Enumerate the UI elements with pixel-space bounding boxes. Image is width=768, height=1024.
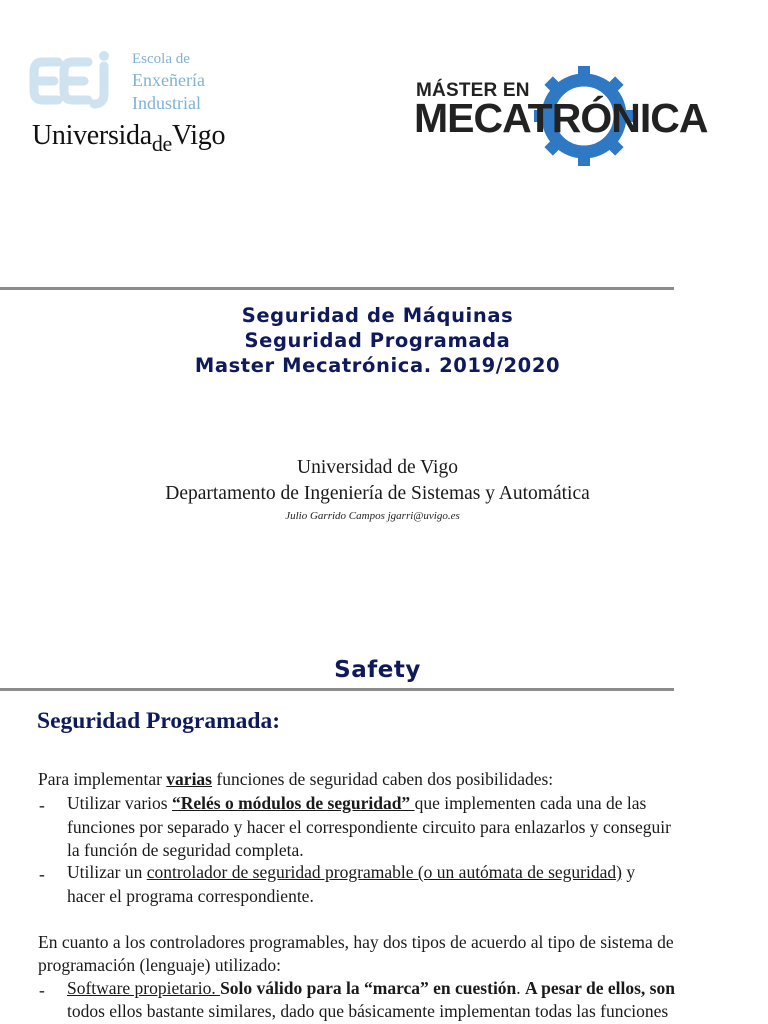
bullet-2-line-1: Utilizar un controlador de seguridad programable (o un autómata de seguridad) y bbox=[67, 862, 636, 882]
department-name: Departamento de Ingeniería de Sistemas y Automática bbox=[165, 483, 590, 504]
bullet-3-line-1: Software propietario. Solo válido para la “marca” en cuestión. A pesar de ellos, son bbox=[67, 978, 675, 998]
bullet-3-line-2: todos ellos bastante similares, dado que básicamente implementan todas las funciones bbox=[67, 1001, 669, 1021]
eei-school-line1: Escola de bbox=[132, 51, 190, 67]
section-title: Seguridad Programada: bbox=[37, 708, 281, 734]
bullet-1-line-2: funciones por separado y hacer el correspondiente circuito para enlazarlos y conseguir bbox=[67, 817, 671, 837]
title-line-1: Seguridad de Máquinas bbox=[241, 304, 514, 327]
bullet-1-line-1: Utilizar varios “Relés o módulos de seguridad” que implementen cada una de las bbox=[67, 793, 647, 813]
eei-school-line3: Industrial bbox=[132, 93, 201, 113]
master-mecatronica-logo bbox=[414, 62, 708, 166]
master-logo-line2: MECATRÓNICA bbox=[414, 95, 708, 141]
university-name: Universidad de Vigo bbox=[297, 457, 458, 478]
paragraph-2-line-1: En cuanto a los controladores programables, hay dos tipos de acuerdo al tipo de sistema de bbox=[38, 932, 674, 952]
eei-school-line2: Enxeñería bbox=[132, 70, 205, 90]
bullet-dash: - bbox=[39, 864, 45, 884]
master-logo-line1: MÁSTER EN bbox=[416, 80, 530, 101]
bullet-1-line-3: la función de seguridad completa. bbox=[67, 840, 304, 860]
bullet-dash: - bbox=[39, 980, 45, 1000]
bullet-2-line-2: hacer el programa correspondiente. bbox=[67, 886, 314, 906]
section-header: Safety bbox=[334, 657, 421, 683]
divider bbox=[0, 287, 674, 290]
paragraph-2-line-2: programación (lenguaje) utilizado: bbox=[38, 955, 281, 975]
paragraph-intro: Para implementar varias funciones de seguridad caben dos posibilidades: bbox=[38, 769, 554, 789]
title-line-3: Master Mecatrónica. 2019/2020 bbox=[194, 354, 561, 377]
title-line-2: Seguridad Programada bbox=[244, 329, 511, 352]
bullet-dash: - bbox=[39, 795, 45, 815]
university-logo-text: Universida$_{de}$Vigo bbox=[32, 120, 226, 156]
author-contact: Julio Garrido Campos jgarri@uvigo.es bbox=[285, 510, 460, 522]
eei-logo-icon bbox=[28, 50, 124, 112]
divider bbox=[0, 688, 674, 691]
